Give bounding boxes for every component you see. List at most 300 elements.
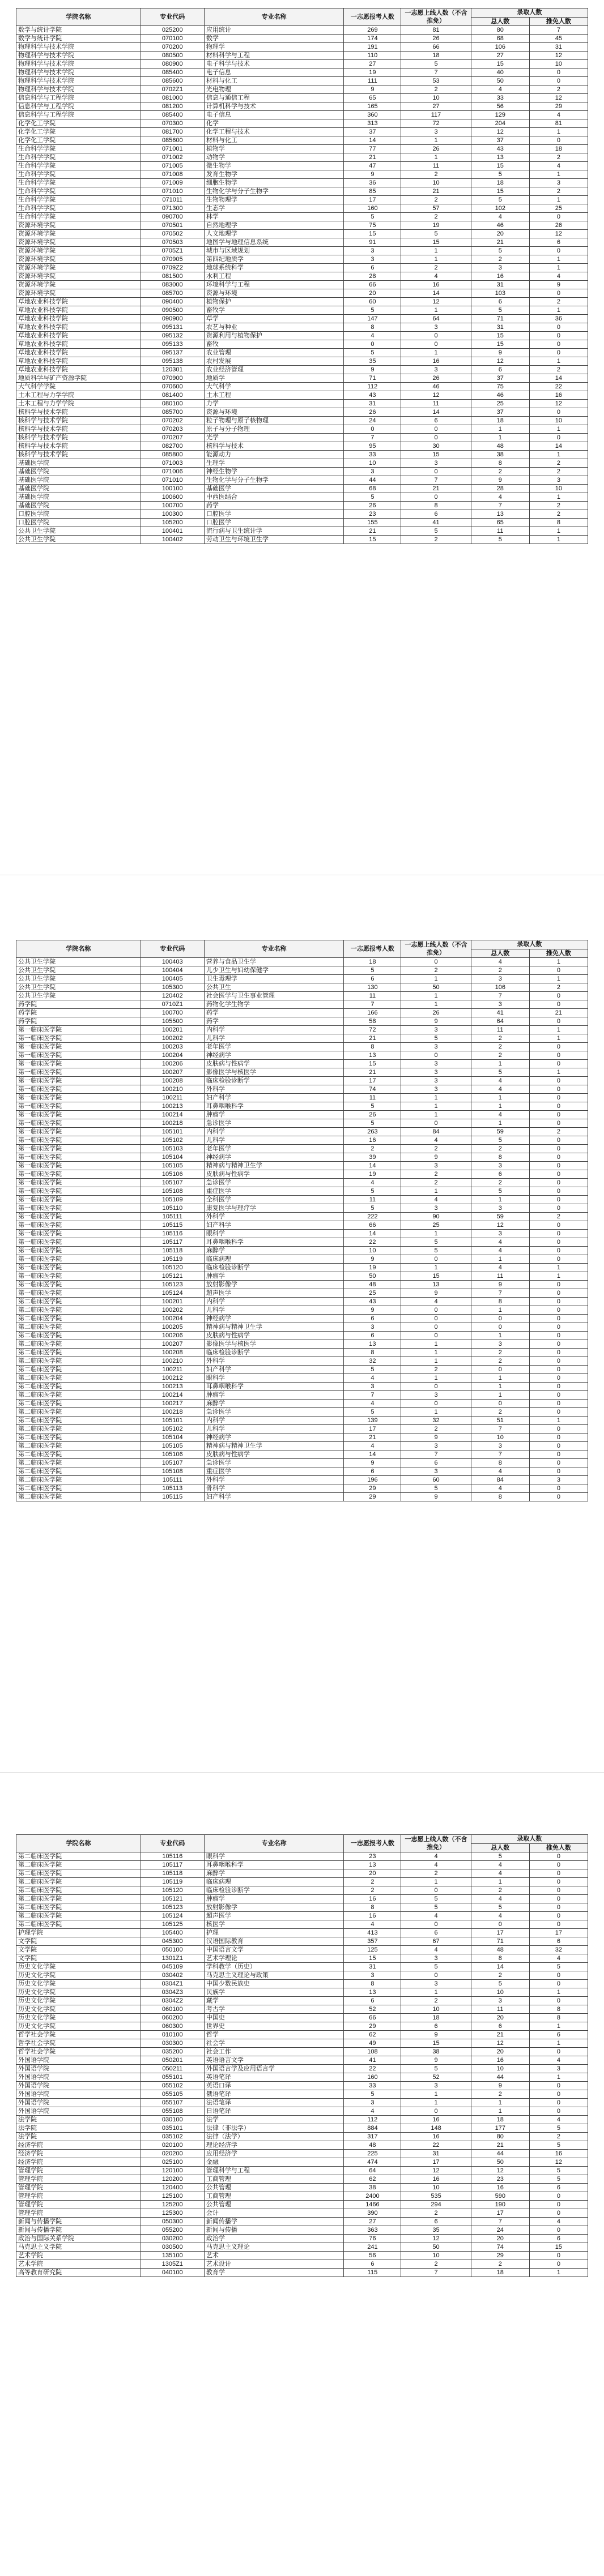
col-qualified-header: 一志愿上线人数（不含推免） bbox=[401, 940, 471, 958]
applicants-cell: 166 bbox=[344, 1009, 401, 1017]
school-cell: 物理科学与技术学院 bbox=[16, 43, 141, 52]
major-cell: 公共管理 bbox=[204, 2184, 344, 2192]
recommended-cell: 0 bbox=[529, 213, 588, 221]
major-cell: 信息与通信工程 bbox=[204, 94, 344, 102]
table-row bbox=[16, 332, 588, 340]
school-cell: 资源环境学院 bbox=[16, 289, 141, 298]
code-cell: 080500 bbox=[141, 52, 204, 60]
qualified-cell: 7 bbox=[401, 69, 471, 77]
applicants-cell: 26 bbox=[344, 502, 401, 510]
code-cell: 105105 bbox=[141, 1162, 204, 1170]
table-row bbox=[16, 2252, 588, 2260]
school-cell: 管理学院 bbox=[16, 2184, 141, 2192]
qualified-cell: 5 bbox=[401, 1238, 471, 1247]
recommended-cell: 0 bbox=[529, 1077, 588, 1085]
applicants-cell: 360 bbox=[344, 111, 401, 119]
table-row bbox=[16, 1051, 588, 1060]
admitted-total-cell: 2 bbox=[471, 2260, 529, 2269]
school-cell: 资源环境学院 bbox=[16, 230, 141, 238]
school-cell: 信息科学与工程学院 bbox=[16, 94, 141, 102]
qualified-cell: 0 bbox=[401, 1400, 471, 1408]
table-row bbox=[16, 510, 588, 519]
major-cell: 城市与区域规划 bbox=[204, 247, 344, 255]
table-row bbox=[16, 1196, 588, 1204]
applicants-cell: 5 bbox=[344, 1102, 401, 1111]
table-row bbox=[16, 1954, 588, 1963]
major-cell: 原子与分子物理 bbox=[204, 425, 344, 434]
col-admitted-header: 录取人数 bbox=[471, 8, 588, 18]
admitted-total-cell: 6 bbox=[471, 298, 529, 306]
recommended-cell: 1 bbox=[529, 975, 588, 983]
school-cell: 外国语学院 bbox=[16, 2073, 141, 2082]
qualified-cell: 2 bbox=[401, 213, 471, 221]
recommended-cell: 6 bbox=[529, 2184, 588, 2192]
qualified-cell: 3 bbox=[401, 323, 471, 332]
major-cell: 工商管理 bbox=[204, 2175, 344, 2184]
recommended-cell: 15 bbox=[529, 2243, 588, 2252]
table-row bbox=[16, 2031, 588, 2039]
applicants-cell: 47 bbox=[344, 162, 401, 170]
school-cell: 草地农业科技学院 bbox=[16, 298, 141, 306]
recommended-cell: 29 bbox=[529, 102, 588, 111]
code-cell: 100204 bbox=[141, 1315, 204, 1323]
code-cell: 105110 bbox=[141, 1204, 204, 1213]
qualified-cell: 0 bbox=[401, 1119, 471, 1128]
applicants-cell: 8 bbox=[344, 1043, 401, 1051]
admitted-total-cell: 65 bbox=[471, 519, 529, 527]
recommended-cell: 0 bbox=[529, 1111, 588, 1119]
code-cell: 055105 bbox=[141, 2090, 204, 2099]
school-cell: 艺术学院 bbox=[16, 2252, 141, 2260]
applicants-cell: 5 bbox=[344, 966, 401, 975]
recommended-cell: 0 bbox=[529, 2252, 588, 2260]
applicants-cell: 58 bbox=[344, 1017, 401, 1026]
recommended-cell: 18 bbox=[529, 145, 588, 153]
table-row bbox=[16, 306, 588, 315]
school-cell: 文学院 bbox=[16, 1937, 141, 1946]
school-cell: 第二临床医学院 bbox=[16, 1366, 141, 1374]
code-cell: 055102 bbox=[141, 2082, 204, 2090]
table-row bbox=[16, 1034, 588, 1043]
school-cell: 第一临床医学院 bbox=[16, 1068, 141, 1077]
school-cell: 第二临床医学院 bbox=[16, 1878, 141, 1886]
applicants-cell: 22 bbox=[344, 2065, 401, 2073]
code-cell: 100204 bbox=[141, 1051, 204, 1060]
school-cell: 第二临床医学院 bbox=[16, 1315, 141, 1323]
code-cell: 105118 bbox=[141, 1869, 204, 1878]
school-cell: 第二临床医学院 bbox=[16, 1450, 141, 1459]
code-cell: 030402 bbox=[141, 1971, 204, 1980]
recommended-cell: 0 bbox=[529, 1493, 588, 1501]
qualified-cell: 14 bbox=[401, 289, 471, 298]
table-row bbox=[16, 2192, 588, 2201]
admitted-total-cell: 7 bbox=[471, 502, 529, 510]
qualified-cell: 148 bbox=[401, 2124, 471, 2133]
school-cell: 药学院 bbox=[16, 1009, 141, 1017]
recommended-cell: 0 bbox=[529, 1119, 588, 1128]
recommended-cell: 0 bbox=[529, 434, 588, 442]
admitted-total-cell: 24 bbox=[471, 2226, 529, 2235]
table-row bbox=[16, 1493, 588, 1501]
school-cell: 第一临床医学院 bbox=[16, 1187, 141, 1196]
admitted-total-cell: 12 bbox=[471, 2039, 529, 2048]
table-row bbox=[16, 1289, 588, 1298]
code-cell: 100211 bbox=[141, 1366, 204, 1374]
qualified-cell: 1 bbox=[401, 1111, 471, 1119]
qualified-cell: 10 bbox=[401, 2005, 471, 2014]
qualified-cell: 1 bbox=[401, 1094, 471, 1102]
major-cell: 第四纪地质学 bbox=[204, 255, 344, 264]
major-cell: 眼科学 bbox=[204, 1852, 344, 1861]
table-row bbox=[16, 43, 588, 52]
major-cell: 土木工程 bbox=[204, 391, 344, 400]
school-cell: 核科学与技术学院 bbox=[16, 434, 141, 442]
applicants-cell: 474 bbox=[344, 2158, 401, 2167]
table-row bbox=[16, 1017, 588, 1026]
applicants-cell: 20 bbox=[344, 289, 401, 298]
code-cell: 100404 bbox=[141, 966, 204, 975]
qualified-cell: 66 bbox=[401, 43, 471, 52]
admitted-total-cell: 37 bbox=[471, 374, 529, 383]
table-row bbox=[16, 1459, 588, 1467]
recommended-cell: 0 bbox=[529, 1878, 588, 1886]
applicants-cell: 7 bbox=[344, 434, 401, 442]
admitted-total-cell: 1 bbox=[471, 1391, 529, 1400]
school-cell: 文学院 bbox=[16, 1954, 141, 1963]
code-cell: 100213 bbox=[141, 1383, 204, 1391]
applicants-cell: 19 bbox=[344, 1170, 401, 1179]
school-cell: 第二临床医学院 bbox=[16, 1391, 141, 1400]
applicants-cell: 130 bbox=[344, 983, 401, 992]
qualified-cell: 3 bbox=[401, 1068, 471, 1077]
table-row bbox=[16, 1060, 588, 1068]
recommended-cell: 12 bbox=[529, 400, 588, 408]
recommended-cell: 5 bbox=[529, 2167, 588, 2175]
school-cell: 第二临床医学院 bbox=[16, 1852, 141, 1861]
recommended-cell: 7 bbox=[529, 26, 588, 35]
applicants-cell: 413 bbox=[344, 1929, 401, 1937]
code-cell: 0709Z2 bbox=[141, 264, 204, 272]
qualified-cell: 0 bbox=[401, 1255, 471, 1264]
qualified-cell: 2 bbox=[401, 1179, 471, 1187]
recommended-cell: 12 bbox=[529, 52, 588, 60]
major-cell: 营养与食品卫生学 bbox=[204, 958, 344, 966]
admitted-total-cell: 103 bbox=[471, 289, 529, 298]
table-row bbox=[16, 536, 588, 544]
admitted-total-cell: 1 bbox=[471, 1102, 529, 1111]
school-cell: 新闻与传播学院 bbox=[16, 2226, 141, 2235]
admitted-total-cell: 37 bbox=[471, 136, 529, 145]
applicants-cell: 48 bbox=[344, 1281, 401, 1289]
table-row bbox=[16, 1937, 588, 1946]
table-row bbox=[16, 1009, 588, 1017]
applicants-cell: 36 bbox=[344, 179, 401, 187]
code-cell: 070905 bbox=[141, 255, 204, 264]
table-row bbox=[16, 26, 588, 35]
admitted-total-cell: 4 bbox=[471, 1861, 529, 1869]
code-cell: 100207 bbox=[141, 1340, 204, 1349]
table-row bbox=[16, 85, 588, 94]
admitted-total-cell: 177 bbox=[471, 2124, 529, 2133]
applicants-cell: 108 bbox=[344, 2048, 401, 2056]
qualified-cell: 6 bbox=[401, 2022, 471, 2031]
school-cell: 历史文化学院 bbox=[16, 1988, 141, 1997]
major-cell: 地球系统科学 bbox=[204, 264, 344, 272]
table-row bbox=[16, 2260, 588, 2269]
major-cell: 急诊医学 bbox=[204, 1408, 344, 1417]
applicants-cell: 13 bbox=[344, 1051, 401, 1060]
school-cell: 公共卫生学院 bbox=[16, 958, 141, 966]
applicants-cell: 9 bbox=[344, 1306, 401, 1315]
admitted-total-cell: 2 bbox=[471, 468, 529, 476]
recommended-cell: 0 bbox=[529, 1971, 588, 1980]
admitted-total-cell: 3 bbox=[471, 1230, 529, 1238]
admitted-total-cell: 56 bbox=[471, 102, 529, 111]
recommended-cell: 0 bbox=[529, 1383, 588, 1391]
code-cell: 081700 bbox=[141, 128, 204, 136]
school-cell: 第二临床医学院 bbox=[16, 1493, 141, 1501]
recommended-cell: 22 bbox=[529, 383, 588, 391]
school-cell: 第二临床医学院 bbox=[16, 1484, 141, 1493]
major-cell: 口腔医学 bbox=[204, 510, 344, 519]
school-cell: 第二临床医学院 bbox=[16, 1442, 141, 1450]
recommended-cell: 2 bbox=[529, 1213, 588, 1221]
recommended-cell: 0 bbox=[529, 1980, 588, 1988]
col-qualified-header: 一志愿上线人数（不含推免） bbox=[401, 1835, 471, 1852]
admitted-total-cell: 0 bbox=[471, 1400, 529, 1408]
qualified-cell: 21 bbox=[401, 187, 471, 196]
table-row bbox=[16, 2082, 588, 2090]
qualified-cell: 53 bbox=[401, 77, 471, 85]
admitted-total-cell: 23 bbox=[471, 2175, 529, 2184]
school-cell: 第一临床医学院 bbox=[16, 1085, 141, 1094]
recommended-cell: 8 bbox=[529, 2014, 588, 2022]
qualified-cell: 6 bbox=[401, 2218, 471, 2226]
table-row bbox=[16, 1920, 588, 1929]
code-cell: 085800 bbox=[141, 451, 204, 459]
code-cell: 100214 bbox=[141, 1111, 204, 1119]
code-cell: 045109 bbox=[141, 1963, 204, 1971]
school-cell: 管理学院 bbox=[16, 2192, 141, 2201]
major-cell: 地图学与地理信息系统 bbox=[204, 238, 344, 247]
col-applicants-header: 一志愿报考人数 bbox=[344, 1835, 401, 1852]
admitted-total-cell: 17 bbox=[471, 1929, 529, 1937]
school-cell: 历史文化学院 bbox=[16, 2005, 141, 2014]
table-row bbox=[16, 357, 588, 366]
major-cell: 工商管理 bbox=[204, 2192, 344, 2201]
applicants-cell: 16 bbox=[344, 1912, 401, 1920]
qualified-cell: 2 bbox=[401, 2260, 471, 2269]
school-cell: 草地农业科技学院 bbox=[16, 340, 141, 349]
admitted-total-cell: 4 bbox=[471, 1895, 529, 1903]
recommended-cell: 2 bbox=[529, 187, 588, 196]
admitted-total-cell: 15 bbox=[471, 60, 529, 69]
recommended-cell: 0 bbox=[529, 1920, 588, 1929]
col-total-header: 总人数 bbox=[471, 17, 529, 26]
applicants-cell: 20 bbox=[344, 1869, 401, 1878]
school-cell: 第二临床医学院 bbox=[16, 1332, 141, 1340]
qualified-cell: 16 bbox=[401, 2175, 471, 2184]
applicants-cell: 4 bbox=[344, 332, 401, 340]
applicants-cell: 39 bbox=[344, 1153, 401, 1162]
recommended-cell: 0 bbox=[529, 1255, 588, 1264]
applicants-cell: 1466 bbox=[344, 2201, 401, 2209]
table-row bbox=[16, 1315, 588, 1323]
school-cell: 第一临床医学院 bbox=[16, 1034, 141, 1043]
applicants-cell: 3 bbox=[344, 255, 401, 264]
admitted-total-cell: 28 bbox=[471, 485, 529, 493]
major-cell: 理论经济学 bbox=[204, 2141, 344, 2150]
applicants-cell: 26 bbox=[344, 408, 401, 417]
qualified-cell: 1 bbox=[401, 2090, 471, 2099]
code-cell: 070207 bbox=[141, 434, 204, 442]
applicants-cell: 0 bbox=[344, 425, 401, 434]
major-cell: 生态学 bbox=[204, 204, 344, 213]
code-cell: 100403 bbox=[141, 958, 204, 966]
major-cell: 神经病学 bbox=[204, 1051, 344, 1060]
table-row bbox=[16, 2124, 588, 2133]
admitted-total-cell: 15 bbox=[471, 162, 529, 170]
admitted-total-cell: 12 bbox=[471, 128, 529, 136]
qualified-cell: 52 bbox=[401, 2073, 471, 2082]
table-row bbox=[16, 958, 588, 966]
major-cell: 林学 bbox=[204, 213, 344, 221]
major-cell: 老年医学 bbox=[204, 1145, 344, 1153]
qualified-cell: 10 bbox=[401, 2184, 471, 2192]
school-cell: 草地农业科技学院 bbox=[16, 349, 141, 357]
admitted-total-cell: 43 bbox=[471, 145, 529, 153]
admitted-total-cell: 18 bbox=[471, 179, 529, 187]
table-row bbox=[16, 272, 588, 281]
code-cell: 105400 bbox=[141, 1929, 204, 1937]
table-row bbox=[16, 1102, 588, 1111]
admitted-total-cell: 11 bbox=[471, 1026, 529, 1034]
admitted-total-cell: 29 bbox=[471, 2252, 529, 2260]
code-cell: 070503 bbox=[141, 238, 204, 247]
recommended-cell: 0 bbox=[529, 289, 588, 298]
major-cell: 生物化学与分子生物学 bbox=[204, 187, 344, 196]
admitted-total-cell: 20 bbox=[471, 230, 529, 238]
admitted-total-cell: 1 bbox=[471, 1383, 529, 1391]
table-row bbox=[16, 179, 588, 187]
major-cell: 中国史 bbox=[204, 2014, 344, 2022]
major-cell: 护理 bbox=[204, 1929, 344, 1937]
qualified-cell: 72 bbox=[401, 119, 471, 128]
applicants-cell: 19 bbox=[344, 69, 401, 77]
table-row bbox=[16, 1980, 588, 1988]
major-cell: 眼科学 bbox=[204, 1374, 344, 1383]
major-cell: 全科医学 bbox=[204, 1196, 344, 1204]
school-cell: 第一临床医学院 bbox=[16, 1077, 141, 1085]
qualified-cell: 14 bbox=[401, 408, 471, 417]
admitted-total-cell: 9 bbox=[471, 2082, 529, 2090]
qualified-cell: 2 bbox=[401, 85, 471, 94]
admitted-total-cell: 2 bbox=[471, 255, 529, 264]
admitted-total-cell: 74 bbox=[471, 2243, 529, 2252]
recommended-cell: 0 bbox=[529, 247, 588, 255]
major-cell: 儿科学 bbox=[204, 1034, 344, 1043]
table-row bbox=[16, 519, 588, 527]
recommended-cell: 14 bbox=[529, 442, 588, 451]
recommended-cell: 0 bbox=[529, 2099, 588, 2107]
table-row bbox=[16, 1988, 588, 1997]
qualified-cell: 13 bbox=[401, 1281, 471, 1289]
qualified-cell: 2 bbox=[401, 536, 471, 544]
qualified-cell: 1 bbox=[401, 1408, 471, 1417]
code-cell: 100402 bbox=[141, 536, 204, 544]
qualified-cell: 1 bbox=[401, 1349, 471, 1357]
applicants-cell: 357 bbox=[344, 1937, 401, 1946]
qualified-cell: 12 bbox=[401, 2235, 471, 2243]
school-cell: 核科学与技术学院 bbox=[16, 442, 141, 451]
major-cell: 大气科学 bbox=[204, 383, 344, 391]
school-cell: 第一临床医学院 bbox=[16, 1238, 141, 1247]
code-cell: 095131 bbox=[141, 323, 204, 332]
major-cell: 影像医学与核医学 bbox=[204, 1340, 344, 1349]
code-cell: 105119 bbox=[141, 1878, 204, 1886]
recommended-cell: 0 bbox=[529, 1459, 588, 1467]
qualified-cell: 26 bbox=[401, 374, 471, 383]
admitted-total-cell: 1 bbox=[471, 434, 529, 442]
code-cell: 105123 bbox=[141, 1281, 204, 1289]
table-row bbox=[16, 2133, 588, 2141]
qualified-cell: 18 bbox=[401, 52, 471, 60]
applicants-cell: 27 bbox=[344, 2218, 401, 2226]
school-cell: 历史文化学院 bbox=[16, 1980, 141, 1988]
applicants-cell: 8 bbox=[344, 1349, 401, 1357]
major-cell: 临床检验诊断学 bbox=[204, 1886, 344, 1895]
code-cell: 105119 bbox=[141, 1255, 204, 1264]
code-cell: 060200 bbox=[141, 2014, 204, 2022]
table-row bbox=[16, 1238, 588, 1247]
school-cell: 第二临床医学院 bbox=[16, 1383, 141, 1391]
code-cell: 100206 bbox=[141, 1332, 204, 1340]
admitted-total-cell: 20 bbox=[471, 2014, 529, 2022]
applicants-cell: 191 bbox=[344, 43, 401, 52]
school-cell: 信息科学与工程学院 bbox=[16, 102, 141, 111]
table-row bbox=[16, 1852, 588, 1861]
school-cell: 第二临床医学院 bbox=[16, 1861, 141, 1869]
school-cell: 草地农业科技学院 bbox=[16, 366, 141, 374]
table-row bbox=[16, 527, 588, 536]
school-cell: 草地农业科技学院 bbox=[16, 306, 141, 315]
qualified-cell: 1 bbox=[401, 255, 471, 264]
code-cell: 105121 bbox=[141, 1272, 204, 1281]
table-row bbox=[16, 451, 588, 459]
code-cell: 035200 bbox=[141, 2048, 204, 2056]
code-cell: 100210 bbox=[141, 1357, 204, 1366]
applicants-cell: 21 bbox=[344, 1034, 401, 1043]
qualified-cell: 18 bbox=[401, 2014, 471, 2022]
admitted-total-cell: 102 bbox=[471, 204, 529, 213]
recommended-cell: 81 bbox=[529, 119, 588, 128]
table-row bbox=[16, 1119, 588, 1128]
admitted-total-cell: 4 bbox=[471, 1238, 529, 1247]
table-row bbox=[16, 2005, 588, 2014]
recommended-cell: 10 bbox=[529, 485, 588, 493]
qualified-cell: 15 bbox=[401, 1272, 471, 1281]
major-cell: 皮肤病与性病学 bbox=[204, 1450, 344, 1459]
code-cell: 100208 bbox=[141, 1077, 204, 1085]
code-cell: 100201 bbox=[141, 1298, 204, 1306]
applicants-cell: 95 bbox=[344, 442, 401, 451]
school-cell: 生命科学学院 bbox=[16, 162, 141, 170]
qualified-cell: 2 bbox=[401, 170, 471, 179]
admitted-total-cell: 0 bbox=[471, 1323, 529, 1332]
applicants-cell: 3 bbox=[344, 1383, 401, 1391]
admitted-total-cell: 31 bbox=[471, 323, 529, 332]
school-cell: 经济学院 bbox=[16, 2150, 141, 2158]
